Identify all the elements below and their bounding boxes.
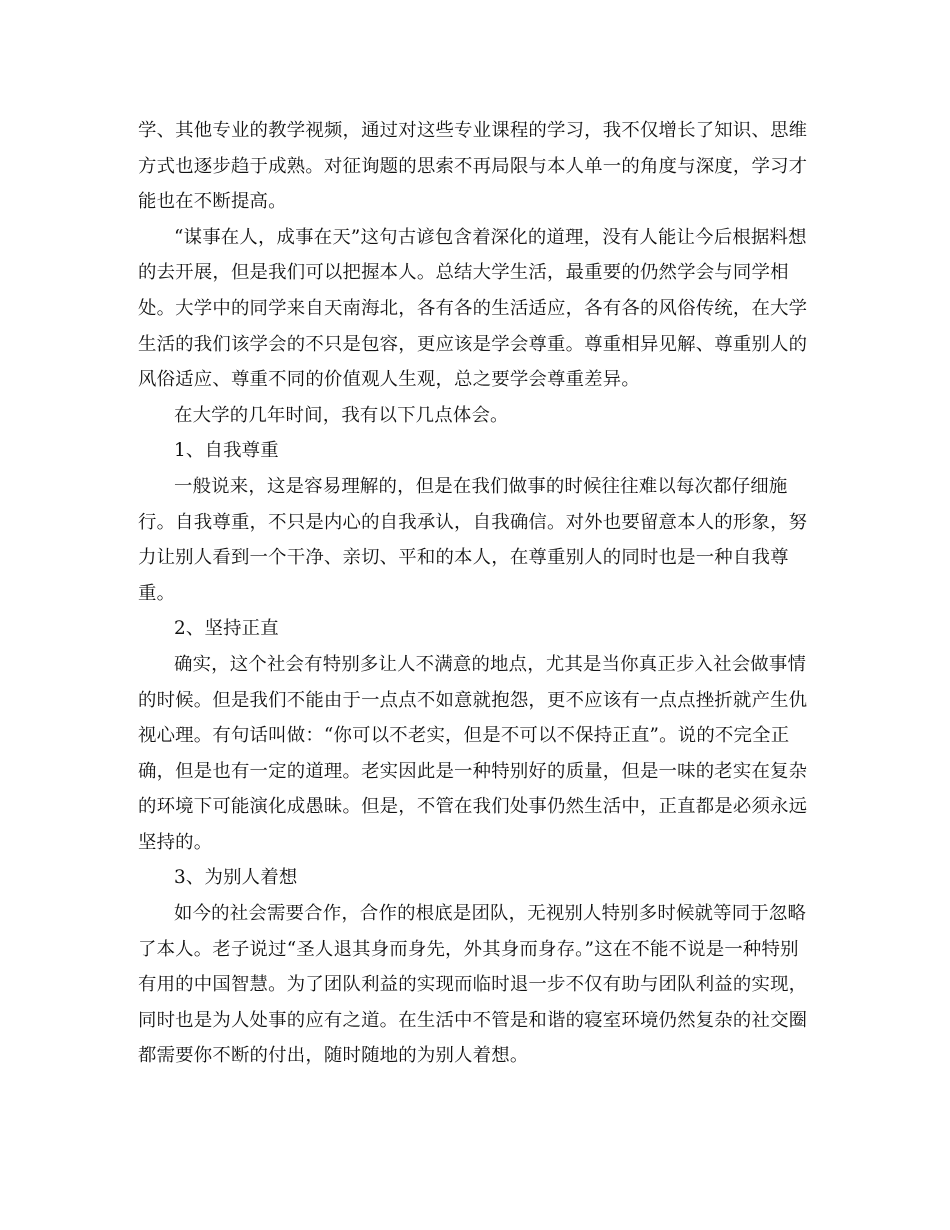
text-line: 重。 [138,582,176,604]
text-line: 确，但是也有一定的道理。老实因此是一种特别好的质量，但是一味的老实在复杂 [138,760,808,782]
text-line: 同时也是为人处事的应有之道。在生活中不管是和谐的寝室环境仍然复杂的社交圈 [138,1009,808,1031]
text-line: 一般说来，这是容易理解的，但是在我们做事的时候往往难以每次都仔细施 [174,475,788,497]
text-line: 都需要你不断的付出，随时随地的为别人着想。 [138,1045,529,1067]
text-line: 风俗适应、尊重不同的价值观人生观，总之要学会尊重差异。 [138,369,640,391]
text-line: 生活的我们该学会的不只是包容，更应该是学会尊重。尊重相异见解、尊重别人的 [138,333,808,355]
text-line: 力让别人看到一个干净、亲切、平和的本人，在尊重别人的同时也是一种自我尊 [138,547,789,569]
text-line: 确实，这个社会有特别多让人不满意的地点，尤其是当你真正步入社会做事情 [174,653,807,675]
text-line: 坚持的。 [138,831,213,853]
text-line: 的环境下可能演化成愚昧。但是，不管在我们处事仍然生活中，正直都是必须永远 [138,796,808,818]
text-line: “谋事在人，成事在天”这句古谚包含着深化的道理，没有人能让今后根据料想 [174,226,807,248]
text-line: 了本人。老子说过“圣人退其身而身先，外其身而身存。”这在不能不说是一种特别 [138,938,799,960]
text-line: 在大学的几年时间，我有以下几点体会。 [174,404,509,426]
text-line: 行。自我尊重，不只是内心的自我承认，自我确信。对外也要留意本人的形象，努 [138,511,808,533]
text-line: 学、其他专业的教学视频，通过对这些专业课程的学习，我不仅增长了知识、思维 [138,120,808,141]
text-line: 2、坚持正直 [174,618,279,640]
text-line: 处。大学中的同学来自天南海北，各有各的生活适应，各有各的风俗传统，在大学 [138,297,808,319]
text-line: 视心理。有句话叫做：“你可以不老实，但是不可以不保持正直”。说的不完全正 [138,725,790,747]
document-body [138,113,828,1074]
text-line: 的时候。但是我们不能由于一点点不如意就抱怨，更不应该有一点点挫折就产生仇 [138,689,808,711]
text-line: 1、自我尊重 [174,440,279,462]
text-line: 3、为别人着想 [174,867,298,889]
text-line: 能也在不断提高。 [138,191,287,213]
text-line: 方式也逐步趋于成熟。对征询题的思索不再局限与本人单一的角度与深度，学习才 [138,155,808,177]
text-line: 的去开展，但是我们可以把握本人。总结大学生活，最重要的仍然学会与同学相 [138,262,789,284]
text-line: 有用的中国智慧。为了团队利益的实现而临时退一步不仅有助与团队利益的实现， [138,974,808,996]
text-line: 如今的社会需要合作，合作的根底是团队，无视别人特别多时候就等同于忽略 [174,903,807,925]
